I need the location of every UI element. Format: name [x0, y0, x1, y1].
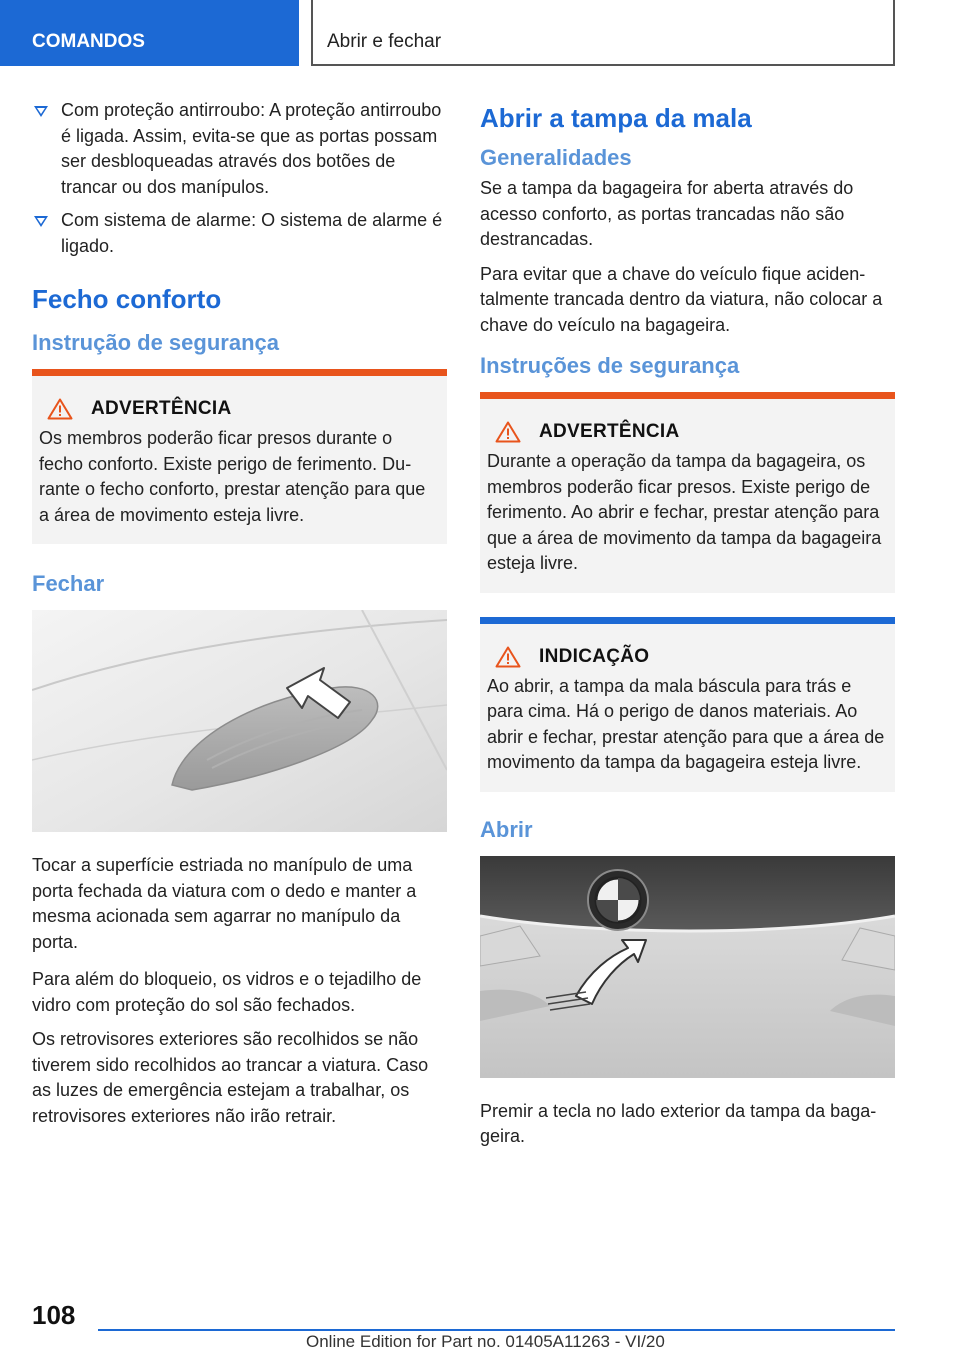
door-handle-illustration — [32, 610, 447, 837]
warning-label: ADVERTÊNCIA — [539, 421, 680, 442]
section-title-comfort-close: Fecho conforto — [32, 284, 222, 314]
caution-triangle-icon — [495, 646, 521, 668]
general-heading: Generalidades — [480, 145, 632, 170]
section-tab: COMANDOS — [0, 0, 299, 66]
paragraph: Premir a tecla no lado exterior da tampa da bagageira. — [480, 1100, 877, 1146]
bullet-triangle-icon — [34, 106, 48, 117]
list-item: Com sistema de alarme: O sistema de alarme é ligado. — [32, 208, 447, 259]
section-title-trunk-lid: Abrir a tampa da mala — [480, 103, 752, 133]
page-number: 108 — [32, 1300, 76, 1330]
paragraph: Tocar a superfície estriada no manípulo de uma porta fechada da viatura com o dedo e manter a mesma acionada sem agarrar no manípulo da porta. — [32, 855, 417, 952]
warning-triangle-icon — [47, 398, 73, 420]
page-header — [0, 0, 960, 66]
safety-heading: Instrução de segurança — [32, 330, 279, 355]
footer-edition: Online Edition for Part no. 01405A11263 - VI/20 — [306, 1332, 665, 1351]
paragraph: Para evitar que a chave do veículo fique acidentalmente trancada dentro da viatura, não colocar a chave do veículo na bagageira. — [480, 263, 883, 335]
safety-heading: Instruções de segurança — [480, 353, 740, 378]
warning-label: ADVERTÊNCIA — [91, 398, 232, 419]
left-column — [32, 98, 447, 1138]
bullet-triangle-icon — [34, 216, 48, 227]
note-callout — [480, 617, 895, 792]
warning-text: Os membros poderão ficar presos durante o fecho conforto. Existe perigo de ferimento. Durante o fecho conforto, prestar atenção para que a área de movimento esteja livre. — [39, 428, 426, 525]
warning-text: Durante a operação da tampa da bagageira, os membros poderão ficar presos. Existe perigo de ferimento. Ao abrir e fechar, prestar atenção para que a área de movimento da tampa da bagageira esteja livre. — [487, 451, 882, 573]
bullet-list — [32, 98, 447, 259]
warning-triangle-icon — [495, 421, 521, 443]
chapter-title: Abrir e fechar — [311, 0, 895, 66]
paragraph: Os retrovisores exteriores são recolhidos se não tiverem sido recolhidos ao trancar a viatura. Caso as luzes de emergência estejam a trabalhar, os retrovisores exteriores não irão retrair. — [32, 1029, 429, 1126]
right-column — [480, 98, 895, 1159]
trunk-button-illustration — [480, 856, 895, 1083]
note-label: INDICAÇÃO — [539, 645, 650, 667]
open-heading: Abrir — [480, 816, 533, 842]
note-text: Ao abrir, a tampa da mala báscula para trás e para cima. Há o perigo de danos materiais. Ao abrir e fechar, prestar atenção para que a área de movimento da tampa da bagageira esteja livre. — [487, 675, 885, 772]
warning-callout — [480, 392, 895, 593]
paragraph: Para além do bloqueio, os vidros e o tejadilho de vidro com proteção do sol são fechados. — [32, 969, 422, 1015]
close-heading: Fechar — [32, 571, 105, 596]
warning-callout — [32, 369, 447, 544]
list-item: Com proteção antirroubo: A proteção antirroubo é ligada. Assim, evita-se que as portas possam ser desbloqueadas através dos botões de trancar ou dos manípulos. — [32, 98, 447, 200]
footer-divider — [98, 1329, 895, 1331]
paragraph: Se a tampa da bagageira for aberta através do acesso conforto, as portas trancadas não são destrancadas. — [480, 178, 854, 249]
